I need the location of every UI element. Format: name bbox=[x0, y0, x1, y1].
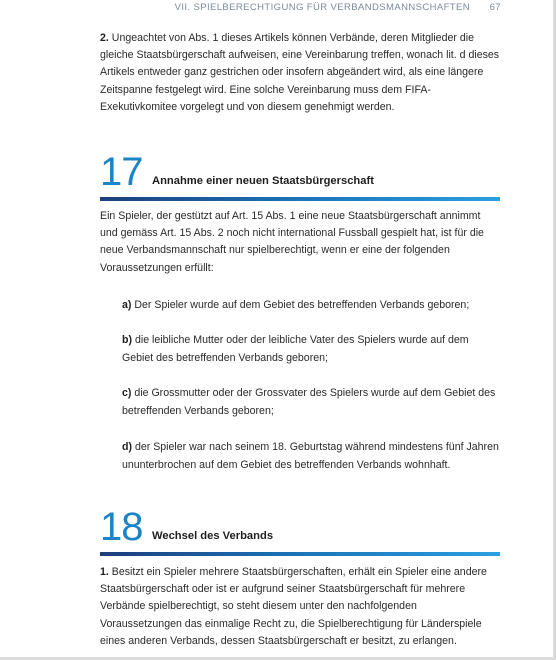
article-18-paragraph-1 bbox=[100, 564, 500, 650]
paragraph-2 bbox=[100, 30, 500, 116]
page-header bbox=[0, 0, 556, 18]
item-label: b) bbox=[122, 334, 132, 346]
article-17-item-a bbox=[122, 297, 502, 315]
paragraph-label: 1. bbox=[100, 566, 109, 578]
article-17-body: Ein Spieler, der gestützt auf Art. 15 Abs. 1 eine neue Staatsbürgerschaft annimmt und gemäss Art. 15 Abs. 2 noch nicht international Fussball gespielt hat, ist für die neue Verbandsmannschaft nur spielberechtigt, wenn er eine der folgenden Voraussetzungen erfüllt: bbox=[100, 210, 484, 274]
item-label: a) bbox=[122, 299, 132, 311]
item-text: der Spieler war nach seinem 18. Geburtstag während mindestens fünf Jahren ununterbrochen auf dem Gebiet des betreffenden Verbands wohnhaft. bbox=[122, 441, 499, 471]
article-17-item-b bbox=[122, 332, 502, 367]
article-18-rule bbox=[100, 552, 500, 556]
article-17-item-c bbox=[122, 385, 502, 420]
paragraph-text: Besitzt ein Spieler mehrere Staatsbürgerschaften, erhält ein Spieler eine andere Staatsbürgerschaft oder ist er aufgrund seiner Staatsbürgerschaft für mehrere Verbände spielberechtigt, so steht diesem unter den nachfolgenden Voraussetzungen das einmalige Recht zu, die Spielberechtigung für Länderspiele eines anderen Verbands, dessen Staatsbürgerschaft er besitzt, zu erlangen. bbox=[100, 566, 487, 647]
item-label: d) bbox=[122, 441, 132, 453]
article-17-item-d bbox=[122, 439, 502, 474]
running-title: VII. SPIELBERECHTIGUNG FÜR VERBANDSMANNSCHAFTEN bbox=[174, 2, 470, 13]
paragraph-label: 2. bbox=[100, 32, 109, 44]
page-number: 67 bbox=[489, 2, 501, 13]
item-text: Der Spieler wurde auf dem Gebiet des betreffenden Verbands geboren; bbox=[131, 299, 470, 311]
item-label: c) bbox=[122, 387, 132, 399]
article-17-rule bbox=[100, 197, 500, 201]
article-18-number: 18 bbox=[100, 505, 143, 549]
paragraph-text: Ungeachtet von Abs. 1 dieses Artikels können Verbände, deren Mitglieder die gleiche Staatsbürgerschaft aufweisen, eine Vereinbarung treffen, wonach lit. d dieses Artikels entweder ganz gestrichen oder insofern abgeändert wird, als eine längere Zeitspanne festgelegt wird. Eine solche Vereinbarung muss dem FIFA-Exekutivkomitee vorgelegt und von diesem genehmigt werden. bbox=[100, 32, 500, 113]
article-17-title: Annahme einer neuen Staatsbürgerschaft bbox=[152, 175, 374, 187]
article-17-number: 17 bbox=[100, 150, 143, 194]
article-18-title: Wechsel des Verbands bbox=[152, 530, 274, 542]
item-text: die Grossmutter oder der Grossvater des Spielers wurde auf dem Gebiet des betreffenden Verbands geboren; bbox=[122, 387, 496, 417]
item-text: die leibliche Mutter oder der leibliche Vater des Spielers wurde auf dem Gebiet des betreffenden Verbands geboren; bbox=[122, 334, 469, 364]
